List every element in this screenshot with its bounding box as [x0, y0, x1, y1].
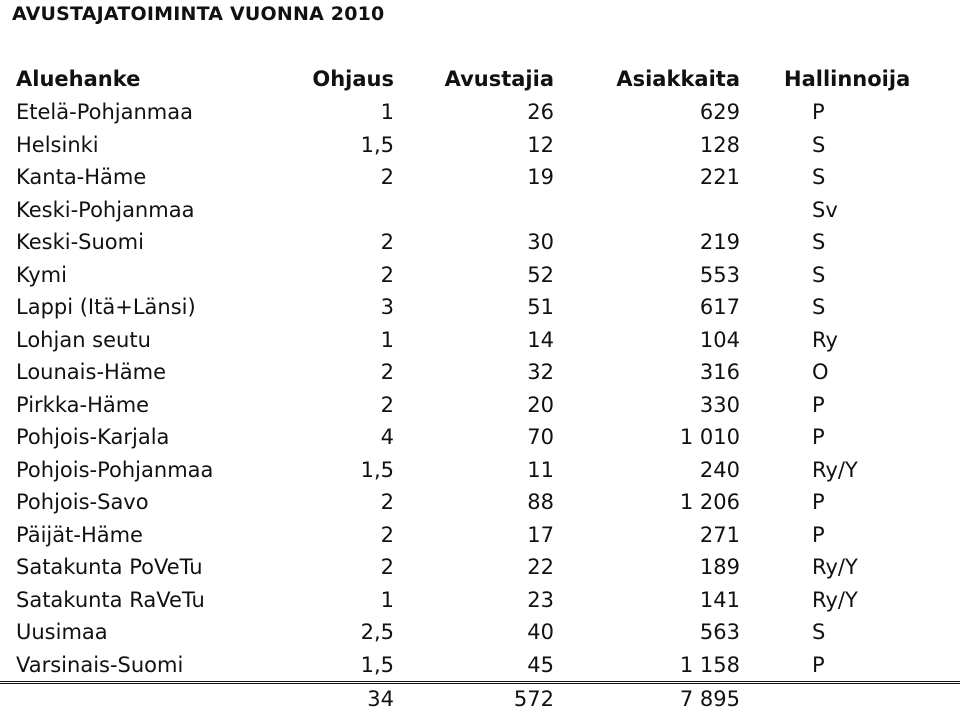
cell-aluehanke: Pirkka-Häme: [0, 389, 272, 422]
total-ohjaus: 34: [272, 683, 398, 714]
cell-hallinnoija: Ry/Y: [744, 584, 960, 617]
cell-hallinnoija: Sv: [744, 194, 960, 227]
cell-hallinnoija: P: [744, 389, 960, 422]
table-header-row: [0, 62, 960, 96]
cell-hallinnoija: Ry: [744, 324, 960, 357]
cell-asiakkaita: 221: [558, 161, 744, 194]
cell-asiakkaita: 104: [558, 324, 744, 357]
cell-asiakkaita: 128: [558, 129, 744, 162]
cell-asiakkaita: [558, 194, 744, 227]
table-row: [0, 389, 960, 422]
cell-hallinnoija: Ry/Y: [744, 551, 960, 584]
totals-row: [0, 683, 960, 714]
table-row: [0, 356, 960, 389]
cell-ohjaus: 1: [272, 324, 398, 357]
cell-ohjaus: 1,5: [272, 454, 398, 487]
table-row: [0, 649, 960, 683]
cell-ohjaus: 2: [272, 226, 398, 259]
cell-ohjaus: 2: [272, 519, 398, 552]
table-row: [0, 551, 960, 584]
cell-avustajia: 26: [398, 96, 558, 129]
cell-ohjaus: 2: [272, 551, 398, 584]
cell-avustajia: 19: [398, 161, 558, 194]
cell-asiakkaita: 629: [558, 96, 744, 129]
cell-asiakkaita: 330: [558, 389, 744, 422]
cell-avustajia: [398, 194, 558, 227]
cell-aluehanke: Pohjois-Pohjanmaa: [0, 454, 272, 487]
table-row: [0, 454, 960, 487]
cell-avustajia: 51: [398, 291, 558, 324]
cell-aluehanke: Helsinki: [0, 129, 272, 162]
table-row: [0, 616, 960, 649]
header-avustajia: Avustajia: [398, 62, 558, 96]
cell-hallinnoija: P: [744, 486, 960, 519]
cell-aluehanke: Keski-Suomi: [0, 226, 272, 259]
cell-ohjaus: 2: [272, 356, 398, 389]
cell-ohjaus: 2,5: [272, 616, 398, 649]
cell-asiakkaita: 1 206: [558, 486, 744, 519]
cell-avustajia: 23: [398, 584, 558, 617]
table-row: [0, 194, 960, 227]
cell-avustajia: 40: [398, 616, 558, 649]
cell-avustajia: 30: [398, 226, 558, 259]
cell-aluehanke: Kymi: [0, 259, 272, 292]
cell-aluehanke: Uusimaa: [0, 616, 272, 649]
cell-hallinnoija: S: [744, 226, 960, 259]
cell-asiakkaita: 316: [558, 356, 744, 389]
total-asiakkaita: 7 895: [558, 683, 744, 714]
cell-hallinnoija: P: [744, 519, 960, 552]
header-ohjaus: Ohjaus: [272, 62, 398, 96]
cell-avustajia: 20: [398, 389, 558, 422]
table-row: [0, 324, 960, 357]
table-row: [0, 161, 960, 194]
table-row: [0, 226, 960, 259]
cell-aluehanke: Päijät-Häme: [0, 519, 272, 552]
cell-aluehanke: Kanta-Häme: [0, 161, 272, 194]
cell-hallinnoija: P: [744, 96, 960, 129]
header-aluehanke: Aluehanke: [0, 62, 272, 96]
cell-ohjaus: [272, 194, 398, 227]
table-row: [0, 129, 960, 162]
cell-avustajia: 22: [398, 551, 558, 584]
cell-aluehanke: Satakunta RaVeTu: [0, 584, 272, 617]
table-row: [0, 486, 960, 519]
cell-hallinnoija: S: [744, 291, 960, 324]
cell-avustajia: 14: [398, 324, 558, 357]
cell-ohjaus: 1,5: [272, 129, 398, 162]
cell-avustajia: 32: [398, 356, 558, 389]
cell-aluehanke: Satakunta PoVeTu: [0, 551, 272, 584]
cell-asiakkaita: 1 158: [558, 649, 744, 683]
table-row: [0, 519, 960, 552]
table-row: [0, 259, 960, 292]
cell-hallinnoija: S: [744, 259, 960, 292]
totals-label-cell: [0, 683, 272, 714]
cell-hallinnoija: S: [744, 616, 960, 649]
cell-asiakkaita: 563: [558, 616, 744, 649]
cell-ohjaus: 2: [272, 486, 398, 519]
table-row: [0, 291, 960, 324]
cell-ohjaus: 1: [272, 584, 398, 617]
cell-avustajia: 45: [398, 649, 558, 683]
total-avustajia: 572: [398, 683, 558, 714]
cell-ohjaus: 2: [272, 259, 398, 292]
cell-ohjaus: 4: [272, 421, 398, 454]
cell-hallinnoija: Ry/Y: [744, 454, 960, 487]
cell-ohjaus: 1: [272, 96, 398, 129]
table-row: [0, 96, 960, 129]
totals-empty-cell: [744, 683, 960, 714]
header-asiakkaita: Asiakkaita: [558, 62, 744, 96]
cell-aluehanke: Lappi (Itä+Länsi): [0, 291, 272, 324]
cell-ohjaus: 3: [272, 291, 398, 324]
cell-hallinnoija: P: [744, 649, 960, 683]
cell-ohjaus: 2: [272, 161, 398, 194]
cell-aluehanke: Pohjois-Savo: [0, 486, 272, 519]
cell-asiakkaita: 553: [558, 259, 744, 292]
cell-asiakkaita: 271: [558, 519, 744, 552]
cell-asiakkaita: 141: [558, 584, 744, 617]
cell-asiakkaita: 189: [558, 551, 744, 584]
cell-aluehanke: Lounais-Häme: [0, 356, 272, 389]
cell-asiakkaita: 617: [558, 291, 744, 324]
cell-hallinnoija: P: [744, 421, 960, 454]
cell-aluehanke: Pohjois-Karjala: [0, 421, 272, 454]
assistant-activity-table: [0, 62, 960, 714]
cell-hallinnoija: S: [744, 129, 960, 162]
header-hallinnoija: Hallinnoija: [744, 62, 960, 96]
cell-aluehanke: Lohjan seutu: [0, 324, 272, 357]
cell-avustajia: 17: [398, 519, 558, 552]
cell-hallinnoija: O: [744, 356, 960, 389]
cell-aluehanke: Varsinais-Suomi: [0, 649, 272, 683]
table-row: [0, 421, 960, 454]
cell-avustajia: 11: [398, 454, 558, 487]
cell-ohjaus: 2: [272, 389, 398, 422]
cell-asiakkaita: 1 010: [558, 421, 744, 454]
cell-avustajia: 52: [398, 259, 558, 292]
cell-avustajia: 88: [398, 486, 558, 519]
cell-hallinnoija: S: [744, 161, 960, 194]
cell-asiakkaita: 219: [558, 226, 744, 259]
cell-ohjaus: 1,5: [272, 649, 398, 683]
cell-aluehanke: Etelä-Pohjanmaa: [0, 96, 272, 129]
cell-avustajia: 12: [398, 129, 558, 162]
cell-asiakkaita: 240: [558, 454, 744, 487]
page-title: AVUSTAJATOIMINTA VUONNA 2010: [12, 3, 384, 25]
table-row: [0, 584, 960, 617]
cell-avustajia: 70: [398, 421, 558, 454]
cell-aluehanke: Keski-Pohjanmaa: [0, 194, 272, 227]
